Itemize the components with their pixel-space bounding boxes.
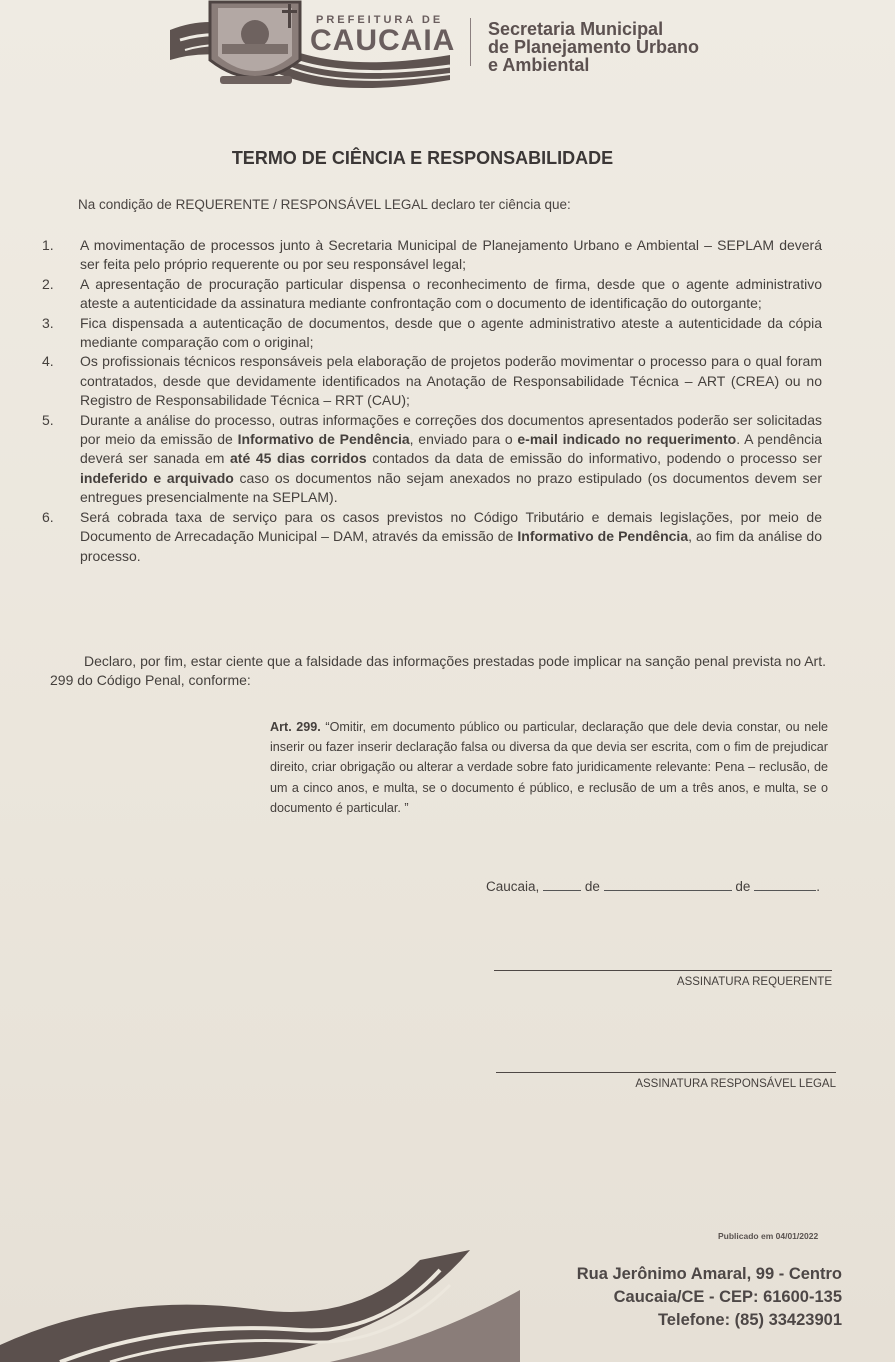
- list-item: [42, 508, 822, 566]
- document-title: TERMO DE CIÊNCIA E RESPONSABILIDADE: [231, 148, 614, 168]
- list-item: [42, 275, 822, 314]
- published-date: Publicado em 04/01/2022: [718, 1231, 819, 1241]
- intro-text: Na condição de REQUERENTE / RESPONSÁVEL LEGAL declaro ter ciência que:: [78, 197, 571, 212]
- item-bold: até 45 dias corridos: [230, 450, 367, 467]
- item-number: 1.: [42, 237, 54, 253]
- date-de: de: [735, 879, 751, 894]
- footer-address: [540, 1263, 842, 1332]
- header-divider: [470, 18, 471, 66]
- article-text: “Omitir, em documento público ou particular, declaração que dele devia constar, ou nele inserir ou fazer inserir declaração falsa ou diversa da que devia ser escrita, com o fim de prejudicar direito, criar obrigação ou alterar a verdade sobre fato juridicamente relevante: Pena – reclusão, de um a cinco anos, e multa, se o documento é público, e reclusão de um a três anos, e multa, se o documento é particular. ”: [270, 720, 829, 815]
- item-number: 4.: [42, 353, 54, 370]
- list-item: [42, 236, 822, 275]
- list-item: [42, 352, 822, 410]
- item-text: , enviado para o: [409, 431, 518, 448]
- terms-list: [42, 236, 822, 566]
- signature-line[interactable]: [494, 970, 832, 971]
- date-city: Caucaia,: [486, 879, 540, 894]
- item-text: , ao fim da análise do processo.: [80, 528, 823, 564]
- date-line: [486, 878, 820, 894]
- item-number: 6.: [42, 508, 54, 525]
- prefeitura-label: PREFEITURA DE: [316, 14, 444, 26]
- secretaria-line-2: de Planejamento Urbano: [488, 37, 700, 57]
- address-city: Caucaia/CE - CEP: 61600-135: [613, 1288, 842, 1306]
- item-bold: indeferido e arquivado: [80, 469, 234, 486]
- date-de: de: [584, 879, 600, 894]
- item-text: contados da data de emissão do informativo, podendo o processo ser: [366, 450, 822, 467]
- item-number: 5.: [42, 411, 54, 428]
- secretaria-line-1: Secretaria Municipal: [488, 19, 664, 39]
- item-text: Os profissionais técnicos responsáveis pela elaboração de projetos poderão movimentar o processo para o qual foram contratados, desde que devidamente identificados na Anotação de Responsabilidade Técnica – ART (CREA) ou no Registro de Responsabilidade Técnica – RRT (CAU);: [80, 353, 822, 409]
- item-bold: Informativo de Pendência: [237, 431, 410, 448]
- list-item: [42, 411, 822, 508]
- item-text: A movimentação de processos junto à Secretaria Municipal de Planejamento Urbano e Ambiental – SEPLAM deverá ser feita pelo próprio requerente ou por seu responsável legal;: [80, 237, 822, 273]
- day-blank[interactable]: [543, 878, 581, 891]
- secretaria-name: [488, 20, 699, 74]
- date-end: .: [816, 879, 820, 894]
- city-name: CAUCAIA: [310, 24, 456, 57]
- item-text: . A pendência deverá ser sanada em: [80, 431, 823, 467]
- item-text: Fica dispensada a autenticação de documentos, desde que o agente administrativo ateste a autenticidade da cópia mediante comparação com o original;: [80, 314, 822, 351]
- article-quote: [270, 717, 828, 818]
- item-text: A apresentação de procuração particular dispensa o reconhecimento de firma, desde que o agente administrativo ateste a autenticidade da assinatura mediante confrontação com o documento de identificação do outorgante;: [80, 275, 822, 312]
- secretaria-line-3: e Ambiental: [488, 55, 590, 75]
- item-number: 2.: [42, 275, 54, 292]
- list-item: [42, 314, 822, 353]
- month-blank[interactable]: [604, 878, 732, 891]
- item-bold: Informativo de Pendência: [517, 528, 689, 545]
- year-blank[interactable]: [754, 878, 816, 891]
- item-text: Será cobrada taxa de serviço para os casos previstos no Código Tributário e demais legislações, por meio de Documento de Arrecadação Municipal – DAM, através da emissão de: [80, 508, 822, 545]
- signature-requerente: [494, 970, 832, 988]
- footer-wave-decoration: [0, 1250, 520, 1362]
- address-street: Rua Jerônimo Amaral, 99 - Centro: [576, 1265, 842, 1283]
- declaration-text: Declaro, por fim, estar ciente que a falsidade das informações prestadas pode implicar na sanção penal prevista no Art. 299 do Código Penal, conforme:: [50, 653, 826, 689]
- signature-responsavel: [496, 1072, 836, 1090]
- item-text: Durante a análise do processo, outras informações e correções dos documentos apresentados poderão ser solicitadas por meio da emissão de: [80, 411, 822, 448]
- signature-label: ASSINATURA REQUERENTE: [676, 976, 832, 988]
- address-phone: Telefone: (85) 33423901: [657, 1311, 842, 1329]
- item-bold: e-mail indicado no requerimento: [517, 431, 737, 448]
- article-label: Art. 299.: [270, 720, 321, 734]
- item-number: 3.: [42, 314, 54, 331]
- letterhead: [160, 0, 760, 110]
- signature-label: ASSINATURA RESPONSÁVEL LEGAL: [635, 1078, 836, 1090]
- signature-line[interactable]: [496, 1072, 836, 1073]
- item-text: caso os documentos não sejam anexados no prazo estipulado (os documentos devem ser entregues presencialmente na SEPLAM).: [80, 469, 823, 506]
